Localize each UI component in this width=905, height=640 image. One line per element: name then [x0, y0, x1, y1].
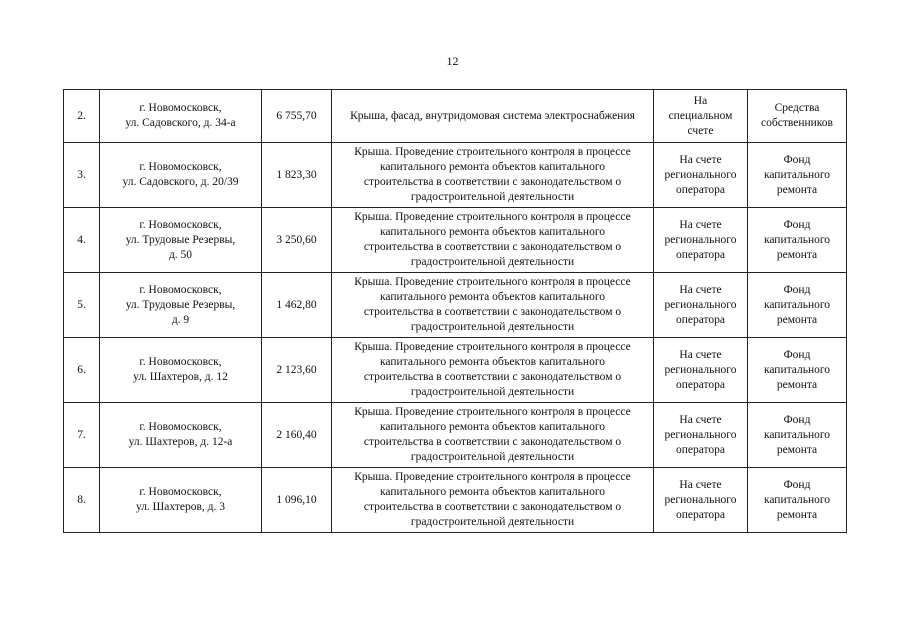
works-cell: Крыша. Проведение строительного контроля в процессе капитального ремонта объектов капитального строительства в соответствии с законодательством о градостроительной деятельности: [332, 143, 654, 208]
row-number-cell: 7.: [64, 403, 100, 468]
account-cell: На счете регионального оператора: [654, 208, 748, 273]
address-cell: г. Новомосковск, ул. Шахтеров, д. 12-а: [100, 403, 262, 468]
row-number-cell: 8.: [64, 468, 100, 533]
page-number: 12: [446, 54, 459, 68]
table-row: [64, 208, 847, 273]
area-cell: 1 823,30: [262, 143, 332, 208]
row-number-cell: 3.: [64, 143, 100, 208]
row-number-cell: 4.: [64, 208, 100, 273]
works-cell: Крыша, фасад, внутридомовая система электроснабжения: [332, 90, 654, 143]
account-cell: На счете регионального оператора: [654, 468, 748, 533]
address-cell: г. Новомосковск, ул. Шахтеров, д. 12: [100, 338, 262, 403]
area-cell: 2 160,40: [262, 403, 332, 468]
works-cell: Крыша. Проведение строительного контроля в процессе капитального ремонта объектов капитального строительства в соответствии с законодательством о градостроительной деятельности: [332, 208, 654, 273]
row-number-cell: 5.: [64, 273, 100, 338]
account-cell: На счете регионального оператора: [654, 273, 748, 338]
table-row: [64, 403, 847, 468]
works-cell: Крыша. Проведение строительного контроля в процессе капитального ремонта объектов капитального строительства в соответствии с законодательством о градостроительной деятельности: [332, 273, 654, 338]
table-row: [64, 143, 847, 208]
account-cell: На счете регионального оператора: [654, 403, 748, 468]
area-cell: 3 250,60: [262, 208, 332, 273]
funding-source-cell: Фонд капитального ремонта: [748, 273, 847, 338]
address-cell: г. Новомосковск, ул. Трудовые Резервы, д. 50: [100, 208, 262, 273]
address-cell: г. Новомосковск, ул. Трудовые Резервы, д. 9: [100, 273, 262, 338]
table-row: [64, 338, 847, 403]
row-number-cell: 2.: [64, 90, 100, 143]
funding-source-cell: Средства собственников: [748, 90, 847, 143]
funding-source-cell: Фонд капитального ремонта: [748, 403, 847, 468]
repair-schedule-table: [63, 89, 847, 533]
area-cell: 2 123,60: [262, 338, 332, 403]
table-row: [64, 468, 847, 533]
address-cell: г. Новомосковск, ул. Садовского, д. 20/39: [100, 143, 262, 208]
works-cell: Крыша. Проведение строительного контроля в процессе капитального ремонта объектов капитального строительства в соответствии с законодательством о градостроительной деятельности: [332, 403, 654, 468]
table-row: [64, 90, 847, 143]
table-row: [64, 273, 847, 338]
funding-source-cell: Фонд капитального ремонта: [748, 468, 847, 533]
works-cell: Крыша. Проведение строительного контроля в процессе капитального ремонта объектов капитального строительства в соответствии с законодательством о градостроительной деятельности: [332, 338, 654, 403]
area-cell: 1 096,10: [262, 468, 332, 533]
account-cell: На специальном счете: [654, 90, 748, 143]
account-cell: На счете регионального оператора: [654, 143, 748, 208]
works-cell: Крыша. Проведение строительного контроля в процессе капитального ремонта объектов капитального строительства в соответствии с законодательством о градостроительной деятельности: [332, 468, 654, 533]
address-cell: г. Новомосковск, ул. Садовского, д. 34-а: [100, 90, 262, 143]
account-cell: На счете регионального оператора: [654, 338, 748, 403]
area-cell: 6 755,70: [262, 90, 332, 143]
funding-source-cell: Фонд капитального ремонта: [748, 143, 847, 208]
address-cell: г. Новомосковск, ул. Шахтеров, д. 3: [100, 468, 262, 533]
row-number-cell: 6.: [64, 338, 100, 403]
funding-source-cell: Фонд капитального ремонта: [748, 338, 847, 403]
area-cell: 1 462,80: [262, 273, 332, 338]
funding-source-cell: Фонд капитального ремонта: [748, 208, 847, 273]
